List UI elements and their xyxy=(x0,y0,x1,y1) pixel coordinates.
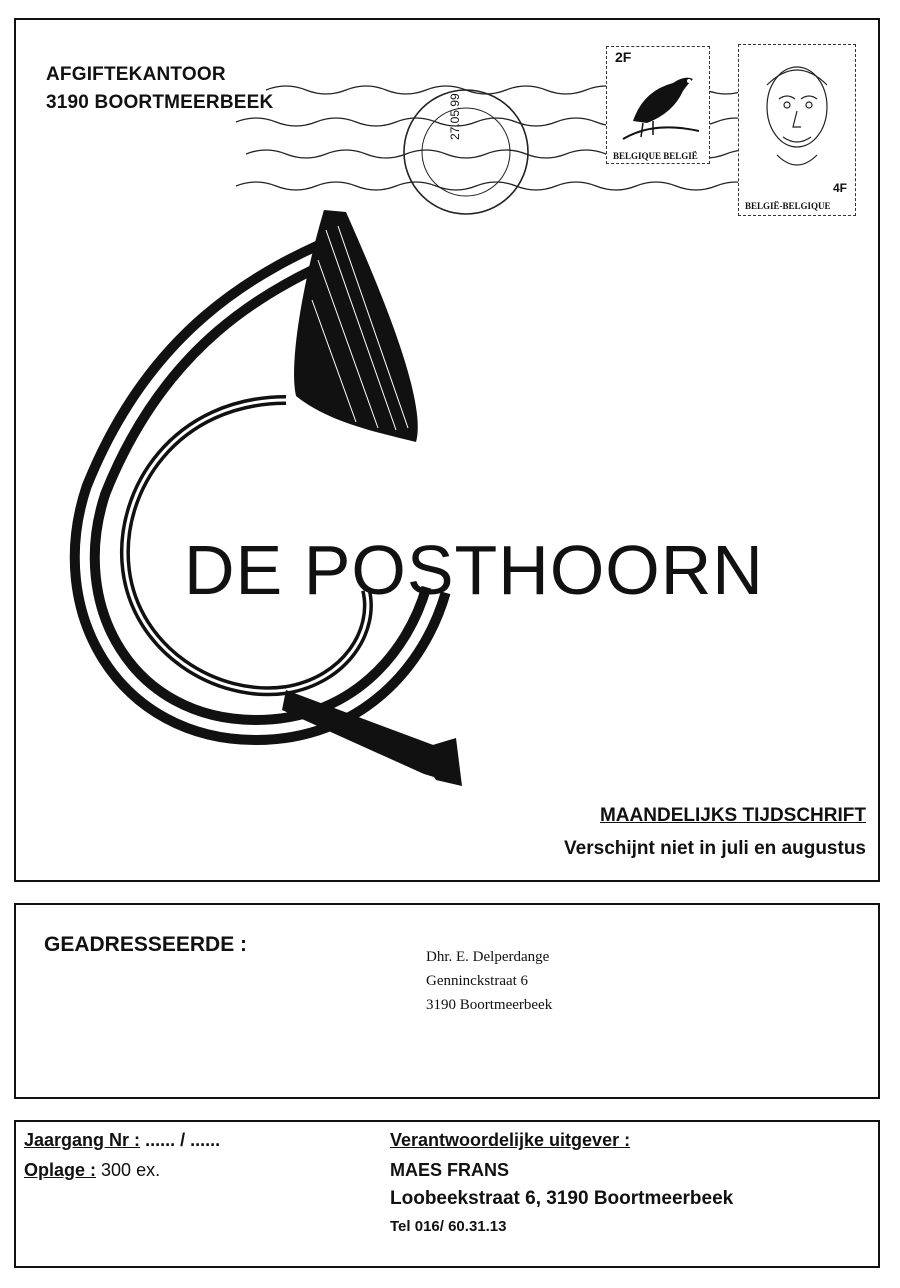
circulation-label: Oplage : xyxy=(24,1160,97,1180)
cover-panel xyxy=(14,18,880,882)
magazine-notice: Verschijnt niet in juli en augustus xyxy=(564,838,866,859)
stamp-country: BELGIË-BELGIQUE xyxy=(745,201,831,211)
circulation-value: 300 ex. xyxy=(101,1160,161,1180)
publisher-address: Loobeekstraat 6, 3190 Boortmeerbeek xyxy=(390,1188,734,1209)
addressee-panel xyxy=(14,903,880,1099)
stamp-country: BELGIQUE BELGIË xyxy=(613,151,698,161)
stamp-value: 4F xyxy=(832,181,847,195)
addressee-street: Genninckstraat 6 xyxy=(426,973,529,989)
volume-line xyxy=(24,1130,220,1151)
publisher-label: Verantwoordelijke uitgever : xyxy=(390,1130,631,1150)
bird-icon xyxy=(613,61,705,145)
publisher-name: MAES FRANS xyxy=(390,1160,510,1180)
postmark-date: 27.05.99 xyxy=(448,93,462,140)
stamp-value: 2F xyxy=(615,49,632,65)
volume-value: ...... / ...... xyxy=(145,1130,221,1150)
publisher-panel xyxy=(14,1120,880,1268)
addressee-name: Dhr. E. Delperdange xyxy=(426,949,550,965)
stamp-bird xyxy=(606,46,710,164)
addressee-city: 3190 Boortmeerbeek xyxy=(426,997,553,1013)
portrait-icon xyxy=(747,55,847,185)
sender-office-label: AFGIFTEKANTOOR xyxy=(46,64,226,85)
addressee-label: GEADRESSEERDE : xyxy=(44,933,248,956)
publisher-phone: Tel 016/ 60.31.13 xyxy=(390,1218,507,1235)
posthorn-icon xyxy=(56,190,516,800)
volume-label: Jaargang Nr : xyxy=(24,1130,141,1150)
circulation-line xyxy=(24,1160,160,1181)
sender-office-city: 3190 BOORTMEERBEEK xyxy=(46,92,274,113)
stamp-portrait xyxy=(738,44,856,216)
magazine-frequency: MAANDELIJKS TIJDSCHRIFT xyxy=(599,805,866,826)
magazine-title: DE POSTHOORN xyxy=(184,531,764,609)
